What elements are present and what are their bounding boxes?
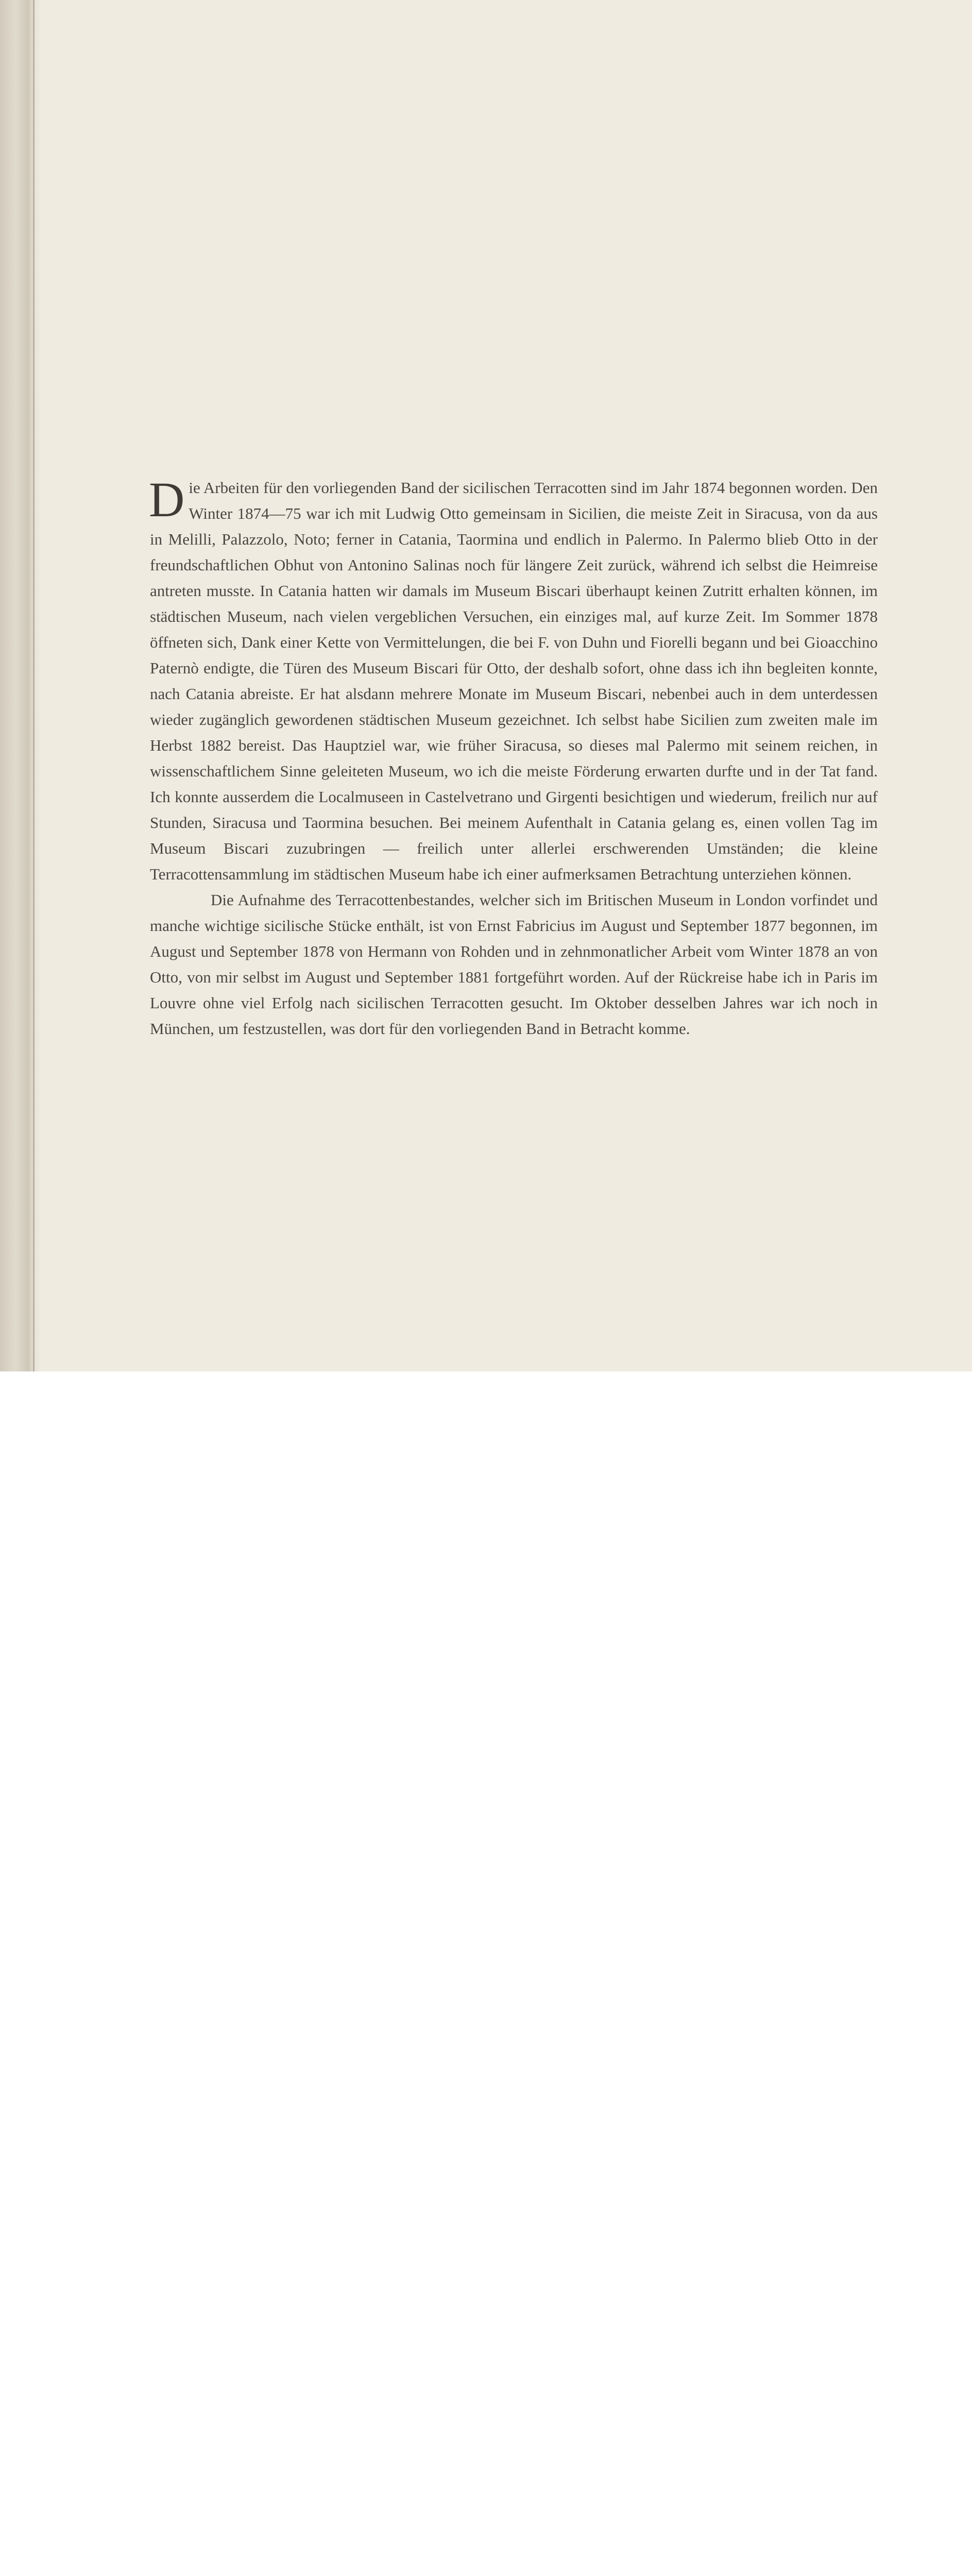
book-spine-shadow <box>0 0 41 1371</box>
paragraph-1: Die Arbeiten für den vorliegenden Band der sicilischen Terracotten sind im Jahr 1874 begonnen worden. Den Winter 1874—75 war ich mit Ludwig Otto gemeinsam in Sicilien, die meiste Zeit in Siracusa, von da aus in Melilli, Palazzolo, Noto; ferner in Catania, Taormina und endlich in Palermo. In Palermo blieb Otto in der freundschaftlichen Obhut von Antonino Salinas noch für längere Zeit zurück, während ich selbst die Heimreise antreten musste. In Catania hatten wir damals im Museum Biscari überhaupt keinen Zutritt erhalten können, im städtischen Museum, nach vielen vergeblichen Versuchen, ein einziges mal, auf kurze Zeit. Im Sommer 1878 öffneten sich, Dank einer Kette von Vermittelungen, die bei F. von Duhn und Fiorelli begann und bei Gioacchino Paternò endigte, die Türen des Museum Biscari für Otto, der deshalb sofort, ohne dass ich ihn begleiten konnte, nach Catania abreiste. Er hat alsdann mehrere Monate im Museum Biscari, nebenbei auch in dem unterdessen wieder zugänglich gewordenen städtischen Museum gezeichnet. Ich selbst habe Sicilien zum zweiten male im Herbst 1882 bereist. Das Hauptziel war, wie früher Siracusa, so dieses mal Palermo mit seinem reichen, in wissenschaftlichem Sinne geleiteten Museum, wo ich die meiste Förderung erwarten durfte und in der Tat fand. Ich konnte ausserdem die Localmuseen in Castelvetrano und Girgenti besichtigen und wiederum, freilich nur auf Stunden, Siracusa und Taormina besuchen. Bei meinem Aufenthalt in Catania gelang es, einen vollen Tag im Museum Biscari zuzubringen — freilich unter allerlei erschwerenden Umständen; die kleine Terracottensammlung im städtischen Museum habe ich einer aufmerksamen Betrachtung unterziehen können. <box>149 472 878 883</box>
footer-bar <box>0 1371 972 1446</box>
paragraph-2: Die Aufnahme des Terracottenbestandes, welcher sich im Britischen Museum in London vorfindet und manche wichtige sicilische Stücke enthält, ist von Ernst Fabricius im August und September 1877 begonnen, im August und September 1878 von Hermann von Rohden und in zehnmonatlicher Arbeit vom Winter 1878 an von Otto, von mir selbst im August und September 1881 fortgeführt worden. Auf der Rückreise habe ich in Paris im Louvre ohne viel Erfolg nach sicilischen Terracotten gesucht. Im Oktober desselben Jahres war ich noch in München, um festzustellen, was dort für den vorliegenden Band in Betracht komme. <box>150 891 878 1038</box>
gutter-line <box>33 0 35 1371</box>
body-text <box>149 472 878 1042</box>
